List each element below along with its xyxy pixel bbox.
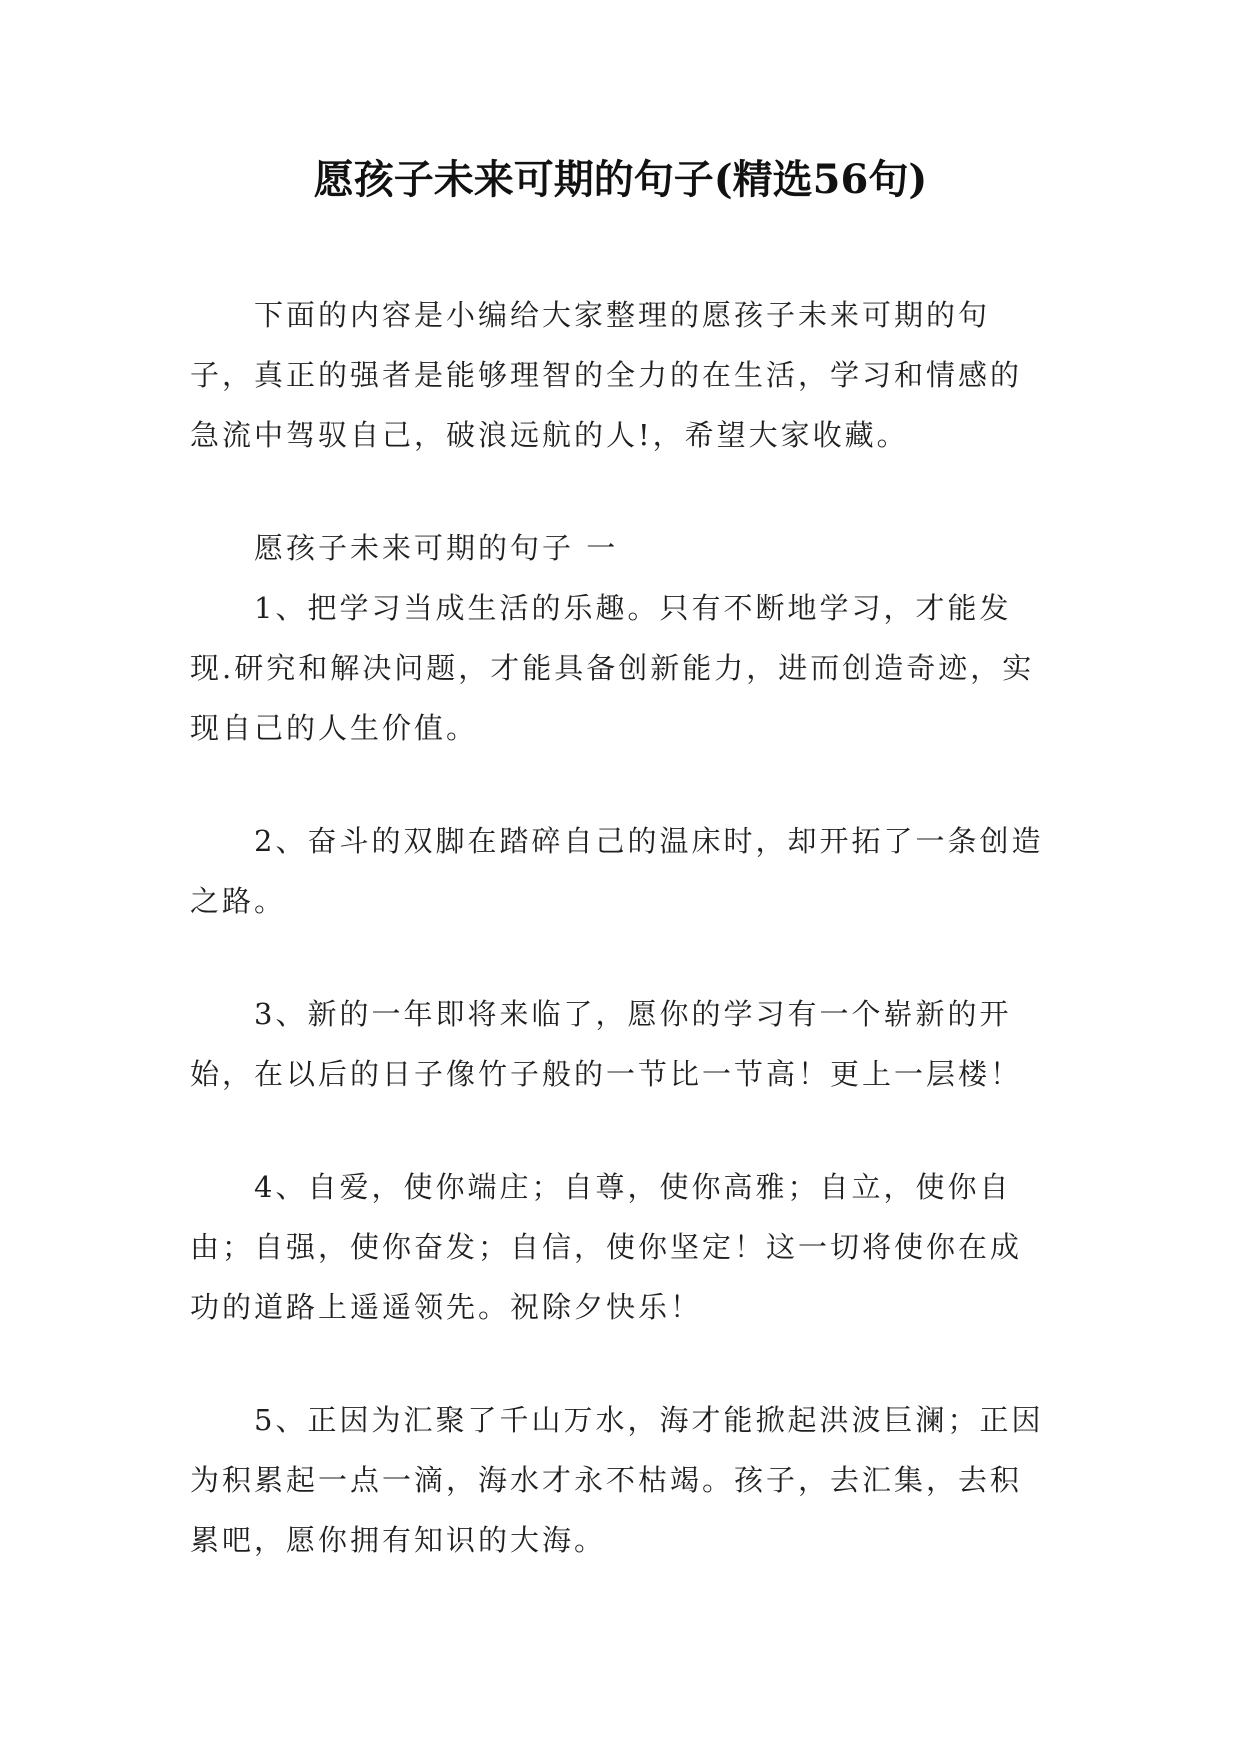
list-item: 4、自爱，使你端庄；自尊，使你高雅；自立，使你自由；自强，使你奋发；自信，使你坚定！这一切将使你在成功的道路上遥遥领先。祝除夕快乐！ [190, 1170, 1023, 1324]
list-item: 1、把学习当成生活的乐趣。只有不断地学习，才能发现.研究和解决问题，才能具备创新能力，进而创造奇迹，实现自己的人生价值。 [190, 591, 1035, 745]
list-item: 3、新的一年即将来临了，愿你的学习有一个崭新的开始，在以后的日子像竹子般的一节比一节高！更上一层楼！ [190, 997, 1023, 1091]
list-item: 2、奋斗的双脚在踏碎自己的温床时，却开拓了一条创造之路。 [190, 824, 1044, 918]
section-heading: 愿孩子未来可期的句子 一 [254, 531, 619, 565]
list-item: 5、正因为汇聚了千山万水，海才能掀起洪波巨澜；正因为积累起一点一滴，海水才永不枯竭。孩子，去汇集，去积累吧，愿你拥有知识的大海。 [190, 1403, 1044, 1557]
document-title: 愿孩子未来可期的句子(精选56句) [313, 156, 928, 203]
intro-paragraph: 下面的内容是小编给大家整理的愿孩子未来可期的句子，真正的强者是能够理智的全力的在生活，学习和情感的急流中驾驭自己，破浪远航的人!，希望大家收藏。 [190, 298, 1023, 452]
